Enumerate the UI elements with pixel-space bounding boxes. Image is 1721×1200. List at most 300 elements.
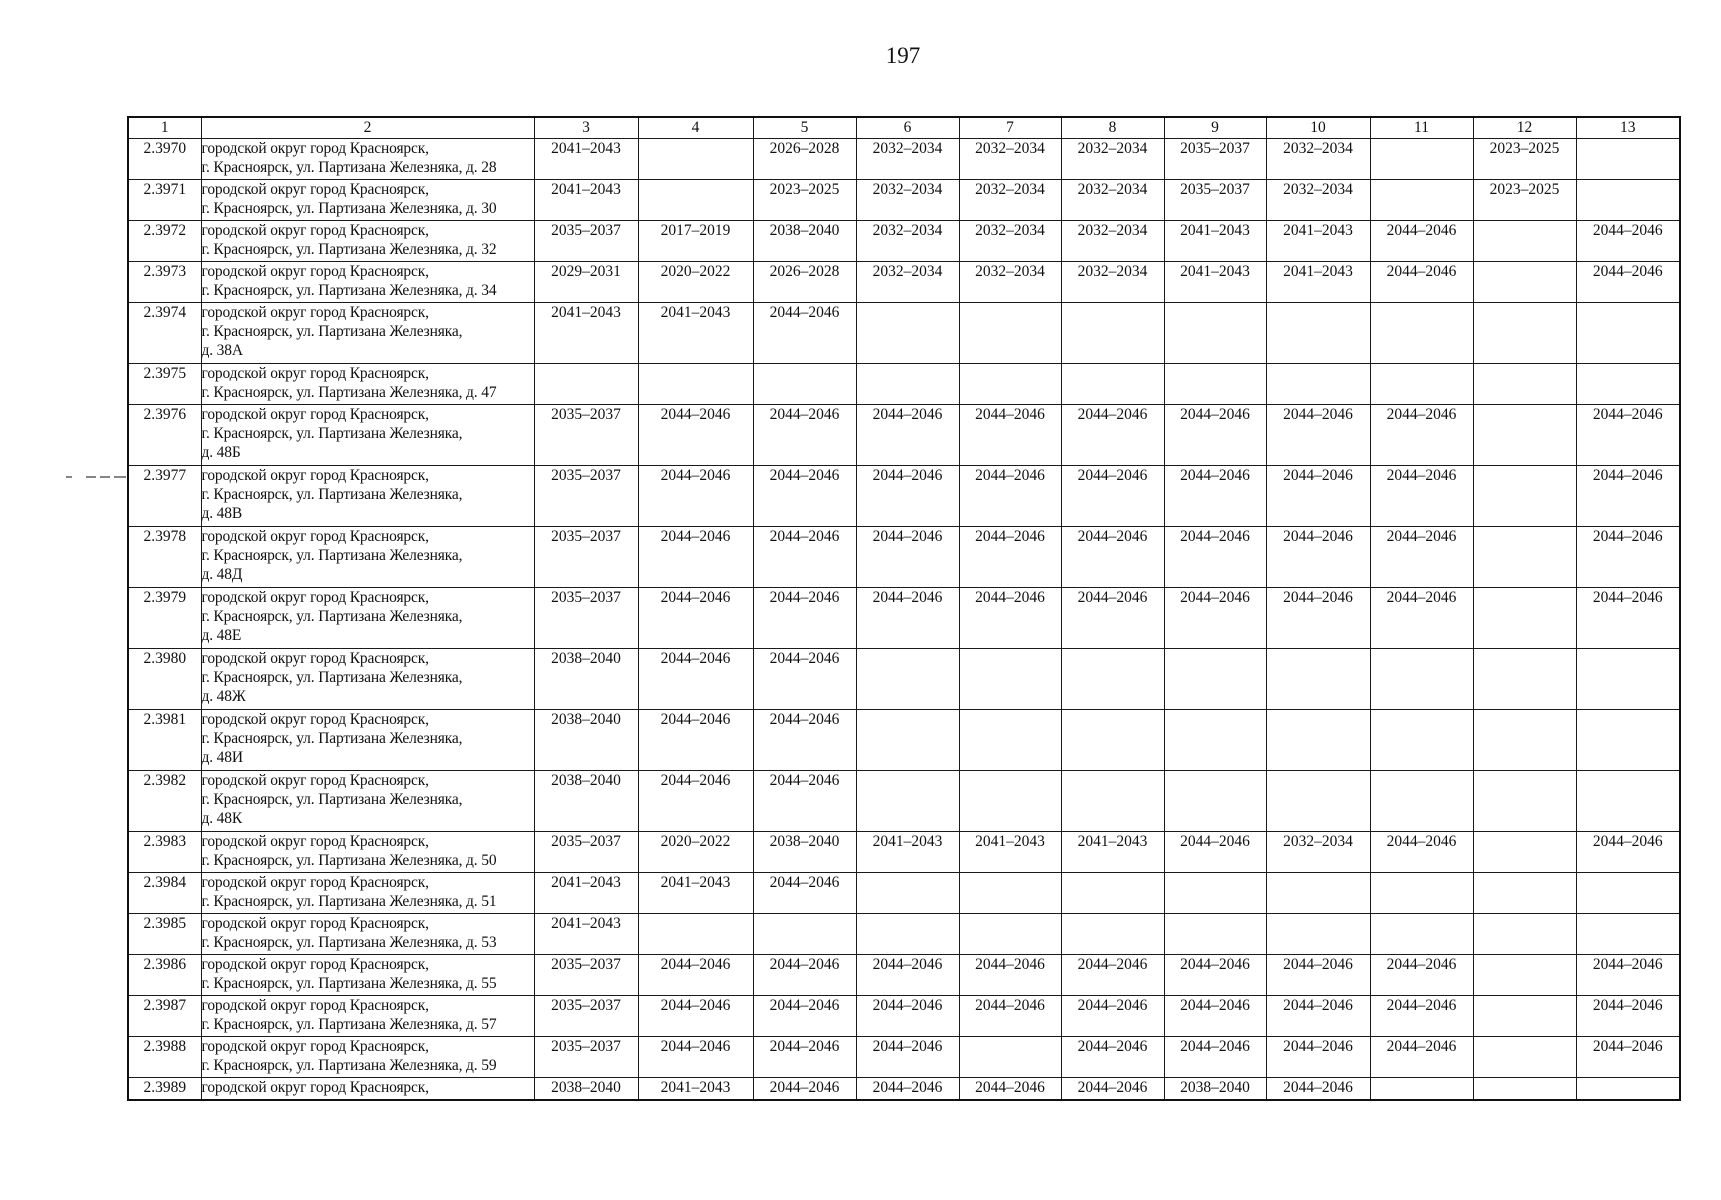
period-cell-col-8: 2044–2046: [1061, 527, 1164, 588]
period-cell-col-13: 2044–2046: [1576, 996, 1680, 1037]
period-cell-col-9: 2035–2037: [1164, 180, 1266, 221]
address-cell: [201, 303, 534, 364]
address-line: городской округ город Красноярск,: [201, 915, 429, 932]
table-row: [128, 405, 1680, 466]
period-cell-col-9: 2038–2040: [1164, 1078, 1266, 1101]
period-cell-col-3: 2035–2037: [534, 588, 638, 649]
period-cell-col-9: [1164, 710, 1266, 771]
address-line: городской округ город Красноярск,: [201, 406, 429, 423]
period-cell-col-5: 2044–2046: [753, 405, 856, 466]
table-body: [128, 139, 1680, 1101]
period-cell-col-6: 2044–2046: [856, 405, 959, 466]
period-cell-col-13: [1576, 649, 1680, 710]
period-cell-col-10: [1266, 303, 1370, 364]
period-cell-col-7: [959, 873, 1061, 914]
period-cell-col-6: 2044–2046: [856, 527, 959, 588]
row-number: 2.3983: [128, 832, 201, 873]
period-cell-col-11: 2044–2046: [1370, 466, 1473, 527]
page-number: 197: [885, 43, 921, 68]
address-line: г. Красноярск, ул. Партизана Железняка, д. 51: [201, 893, 497, 910]
row-number: 2.3970: [128, 139, 201, 180]
period-cell-col-6: 2032–2034: [856, 221, 959, 262]
address-line: г. Красноярск, ул. Партизана Железняка, д. 32: [201, 241, 497, 258]
period-cell-col-8: [1061, 710, 1164, 771]
address-line: городской округ город Красноярск,: [201, 956, 429, 973]
period-cell-col-8: [1061, 771, 1164, 832]
table-row: [128, 364, 1680, 405]
period-cell-col-3: 2035–2037: [534, 1037, 638, 1078]
table-row: [128, 771, 1680, 832]
period-cell-col-5: 2044–2046: [753, 1037, 856, 1078]
address-line: г. Красноярск, ул. Партизана Железняка,: [201, 608, 463, 625]
period-cell-col-13: 2044–2046: [1576, 832, 1680, 873]
period-cell-col-9: 2035–2037: [1164, 139, 1266, 180]
period-cell-col-7: 2041–2043: [959, 832, 1061, 873]
period-cell-col-3: 2041–2043: [534, 873, 638, 914]
row-number: 2.3972: [128, 221, 201, 262]
period-cell-col-9: 2041–2043: [1164, 221, 1266, 262]
period-cell-col-9: 2044–2046: [1164, 996, 1266, 1037]
period-cell-col-5: 2044–2046: [753, 588, 856, 649]
period-cell-col-12: [1473, 771, 1576, 832]
period-cell-col-8: [1061, 873, 1164, 914]
period-cell-col-11: 2044–2046: [1370, 405, 1473, 466]
row-number: 2.3986: [128, 955, 201, 996]
period-cell-col-12: [1473, 527, 1576, 588]
period-cell-col-7: 2032–2034: [959, 139, 1061, 180]
period-cell-col-8: 2044–2046: [1061, 955, 1164, 996]
address-line: г. Красноярск, ул. Партизана Железняка, д. 59: [201, 1057, 497, 1074]
period-cell-col-5: 2038–2040: [753, 832, 856, 873]
period-cell-col-3: 2041–2043: [534, 180, 638, 221]
period-cell-col-5: 2044–2046: [753, 466, 856, 527]
row-number: 2.3977: [128, 466, 201, 527]
period-cell-col-6: [856, 303, 959, 364]
period-cell-col-6: [856, 649, 959, 710]
address-cell: [201, 955, 534, 996]
period-cell-col-12: [1473, 832, 1576, 873]
period-cell-col-12: [1473, 405, 1576, 466]
period-cell-col-11: 2044–2046: [1370, 1037, 1473, 1078]
address-line: г. Красноярск, ул. Партизана Железняка,: [201, 323, 463, 340]
period-cell-col-4: 2041–2043: [638, 1078, 753, 1101]
period-cell-col-10: 2044–2046: [1266, 955, 1370, 996]
period-cell-col-3: 2041–2043: [534, 303, 638, 364]
address-cell: [201, 139, 534, 180]
period-cell-col-11: [1370, 1078, 1473, 1101]
period-cell-col-10: [1266, 649, 1370, 710]
period-cell-col-7: [959, 649, 1061, 710]
period-cell-col-13: [1576, 180, 1680, 221]
period-cell-col-13: 2044–2046: [1576, 466, 1680, 527]
period-cell-col-3: 2038–2040: [534, 710, 638, 771]
period-cell-col-4: 2044–2046: [638, 1037, 753, 1078]
period-cell-col-10: 2044–2046: [1266, 405, 1370, 466]
period-cell-col-5: 2044–2046: [753, 1078, 856, 1101]
address-line: д. 38А: [201, 342, 243, 359]
period-cell-col-7: 2044–2046: [959, 588, 1061, 649]
period-cell-col-13: [1576, 914, 1680, 955]
address-cell: [201, 996, 534, 1037]
period-cell-col-13: [1576, 771, 1680, 832]
address-cell: [201, 710, 534, 771]
period-cell-col-6: [856, 914, 959, 955]
period-cell-col-10: [1266, 873, 1370, 914]
period-cell-col-8: 2032–2034: [1061, 262, 1164, 303]
column-header-5: 5: [753, 117, 856, 139]
table-header: [128, 117, 1680, 139]
period-cell-col-11: 2044–2046: [1370, 527, 1473, 588]
period-cell-col-8: 2032–2034: [1061, 180, 1164, 221]
table-row: [128, 873, 1680, 914]
period-cell-col-4: 2044–2046: [638, 996, 753, 1037]
period-cell-col-12: [1473, 364, 1576, 405]
row-number: 2.3971: [128, 180, 201, 221]
period-cell-col-10: 2044–2046: [1266, 1037, 1370, 1078]
period-cell-col-8: 2044–2046: [1061, 1078, 1164, 1101]
address-cell: [201, 221, 534, 262]
period-cell-col-3: 2035–2037: [534, 405, 638, 466]
address-line: г. Красноярск, ул. Партизана Железняка,: [201, 791, 463, 808]
period-cell-col-4: 2044–2046: [638, 649, 753, 710]
period-cell-col-5: 2044–2046: [753, 303, 856, 364]
row-number: 2.3979: [128, 588, 201, 649]
address-line: г. Красноярск, ул. Партизана Железняка, д. 53: [201, 934, 497, 951]
address-cell: [201, 527, 534, 588]
period-cell-col-9: [1164, 303, 1266, 364]
table-row: [128, 649, 1680, 710]
period-cell-col-3: 2035–2037: [534, 527, 638, 588]
address-cell: [201, 364, 534, 405]
period-cell-col-7: [959, 364, 1061, 405]
period-cell-col-13: [1576, 364, 1680, 405]
address-line: городской округ город Красноярск,: [201, 304, 429, 321]
period-cell-col-8: 2044–2046: [1061, 405, 1164, 466]
period-cell-col-12: [1473, 996, 1576, 1037]
period-cell-col-11: [1370, 771, 1473, 832]
address-line: городской округ город Красноярск,: [201, 263, 429, 280]
address-cell: [201, 832, 534, 873]
period-cell-col-6: [856, 364, 959, 405]
column-header-1: 1: [128, 117, 201, 139]
row-number: 2.3981: [128, 710, 201, 771]
column-header-8: 8: [1061, 117, 1164, 139]
row-number: 2.3973: [128, 262, 201, 303]
period-cell-col-7: 2032–2034: [959, 221, 1061, 262]
period-cell-col-3: 2041–2043: [534, 139, 638, 180]
period-cell-col-4: 2041–2043: [638, 303, 753, 364]
address-line: городской округ город Красноярск,: [201, 140, 429, 157]
period-cell-col-3: 2029–2031: [534, 262, 638, 303]
row-number: 2.3976: [128, 405, 201, 466]
period-cell-col-4: 2044–2046: [638, 710, 753, 771]
table-row: [128, 303, 1680, 364]
period-cell-col-7: 2044–2046: [959, 955, 1061, 996]
table-row: [128, 262, 1680, 303]
period-cell-col-11: 2044–2046: [1370, 996, 1473, 1037]
period-cell-col-4: 2020–2022: [638, 832, 753, 873]
period-cell-col-12: [1473, 1078, 1576, 1101]
period-cell-col-8: 2044–2046: [1061, 466, 1164, 527]
address-line: городской округ город Красноярск,: [201, 222, 429, 239]
period-cell-col-9: 2044–2046: [1164, 466, 1266, 527]
period-cell-col-12: [1473, 588, 1576, 649]
table-row: [128, 139, 1680, 180]
period-cell-col-5: 2026–2028: [753, 139, 856, 180]
period-cell-col-13: [1576, 139, 1680, 180]
address-line: д. 48К: [201, 810, 243, 827]
period-cell-col-5: 2044–2046: [753, 710, 856, 771]
period-cell-col-10: [1266, 710, 1370, 771]
period-cell-col-10: 2032–2034: [1266, 832, 1370, 873]
period-cell-col-8: [1061, 364, 1164, 405]
period-cell-col-13: [1576, 710, 1680, 771]
address-cell: [201, 466, 534, 527]
period-cell-col-11: 2044–2046: [1370, 221, 1473, 262]
address-line: городской округ город Красноярск,: [201, 772, 429, 789]
period-cell-col-4: [638, 139, 753, 180]
period-cell-col-11: [1370, 180, 1473, 221]
row-number: 2.3985: [128, 914, 201, 955]
address-cell: [201, 771, 534, 832]
column-header-7: 7: [959, 117, 1061, 139]
address-line: г. Красноярск, ул. Партизана Железняка, д. 50: [201, 852, 497, 869]
address-line: городской округ город Красноярск,: [201, 528, 429, 545]
period-cell-col-9: [1164, 649, 1266, 710]
column-header-12: 12: [1473, 117, 1576, 139]
address-line: г. Красноярск, ул. Партизана Железняка, д. 55: [201, 975, 497, 992]
period-cell-col-13: 2044–2046: [1576, 1037, 1680, 1078]
table-row: [128, 527, 1680, 588]
period-cell-col-6: [856, 873, 959, 914]
row-number: 2.3978: [128, 527, 201, 588]
period-cell-col-9: 2044–2046: [1164, 588, 1266, 649]
address-line: г. Красноярск, ул. Партизана Железняка,: [201, 425, 463, 442]
row-number: 2.3984: [128, 873, 201, 914]
period-cell-col-10: [1266, 914, 1370, 955]
row-number: 2.3989: [128, 1078, 201, 1101]
period-cell-col-9: [1164, 364, 1266, 405]
period-cell-col-12: 2023–2025: [1473, 180, 1576, 221]
period-cell-col-3: 2038–2040: [534, 771, 638, 832]
period-cell-col-12: [1473, 221, 1576, 262]
period-cell-col-3: 2035–2037: [534, 221, 638, 262]
address-line: д. 48Е: [201, 627, 242, 644]
period-cell-col-6: [856, 710, 959, 771]
period-cell-col-10: 2044–2046: [1266, 996, 1370, 1037]
period-cell-col-7: 2044–2046: [959, 996, 1061, 1037]
period-cell-col-3: 2035–2037: [534, 832, 638, 873]
period-cell-col-6: 2044–2046: [856, 955, 959, 996]
address-line: г. Красноярск, ул. Партизана Железняка, д. 34: [201, 282, 497, 299]
period-cell-col-12: 2023–2025: [1473, 139, 1576, 180]
table-row: [128, 710, 1680, 771]
address-cell: [201, 1037, 534, 1078]
row-number: 2.3975: [128, 364, 201, 405]
address-line: д. 48И: [201, 749, 243, 766]
period-cell-col-9: [1164, 914, 1266, 955]
period-cell-col-12: [1473, 710, 1576, 771]
address-line: городской округ город Красноярск,: [201, 1038, 429, 1055]
period-cell-col-7: [959, 710, 1061, 771]
table-row: [128, 466, 1680, 527]
period-cell-col-8: 2032–2034: [1061, 221, 1164, 262]
period-cell-col-7: 2032–2034: [959, 262, 1061, 303]
table-row: [128, 221, 1680, 262]
period-cell-col-11: [1370, 649, 1473, 710]
period-cell-col-4: 2044–2046: [638, 466, 753, 527]
period-cell-col-6: [856, 771, 959, 832]
row-number: 2.3988: [128, 1037, 201, 1078]
address-line: г. Красноярск, ул. Партизана Железняка, д. 57: [201, 1016, 497, 1033]
table-row: [128, 832, 1680, 873]
period-cell-col-9: 2044–2046: [1164, 1037, 1266, 1078]
period-cell-col-10: [1266, 364, 1370, 405]
period-cell-col-9: 2044–2046: [1164, 405, 1266, 466]
period-cell-col-5: 2038–2040: [753, 221, 856, 262]
period-cell-col-13: 2044–2046: [1576, 588, 1680, 649]
address-line: городской округ город Красноярск,: [201, 365, 429, 382]
period-cell-col-6: 2032–2034: [856, 180, 959, 221]
period-cell-col-10: 2041–2043: [1266, 262, 1370, 303]
period-cell-col-10: 2044–2046: [1266, 588, 1370, 649]
period-cell-col-5: 2044–2046: [753, 527, 856, 588]
period-cell-col-4: 2041–2043: [638, 873, 753, 914]
address-line: городской округ город Красноярск,: [201, 1079, 429, 1096]
period-cell-col-7: 2044–2046: [959, 466, 1061, 527]
column-header-11: 11: [1370, 117, 1473, 139]
header-row: [128, 117, 1680, 139]
period-cell-col-3: 2035–2037: [534, 996, 638, 1037]
address-cell: [201, 405, 534, 466]
period-cell-col-3: 2035–2037: [534, 466, 638, 527]
address-line: д. 48Ж: [201, 688, 246, 705]
period-cell-col-4: 2044–2046: [638, 527, 753, 588]
period-cell-col-9: 2044–2046: [1164, 527, 1266, 588]
period-cell-col-4: 2044–2046: [638, 771, 753, 832]
period-cell-col-11: 2044–2046: [1370, 588, 1473, 649]
period-cell-col-9: 2044–2046: [1164, 832, 1266, 873]
period-cell-col-3: 2035–2037: [534, 955, 638, 996]
address-line: городской округ город Красноярск,: [201, 589, 429, 606]
period-cell-col-6: 2032–2034: [856, 139, 959, 180]
scan-mark: [66, 474, 126, 480]
address-line: г. Красноярск, ул. Партизана Железняка, д. 30: [201, 200, 497, 217]
period-cell-col-13: 2044–2046: [1576, 262, 1680, 303]
period-cell-col-8: [1061, 914, 1164, 955]
period-cell-col-11: 2044–2046: [1370, 955, 1473, 996]
period-cell-col-10: 2041–2043: [1266, 221, 1370, 262]
address-line: городской округ город Красноярск,: [201, 711, 429, 728]
table-row: [128, 1078, 1680, 1101]
row-number: 2.3982: [128, 771, 201, 832]
period-cell-col-11: [1370, 303, 1473, 364]
period-cell-col-9: [1164, 771, 1266, 832]
period-cell-col-5: 2044–2046: [753, 996, 856, 1037]
period-cell-col-13: 2044–2046: [1576, 221, 1680, 262]
address-line: д. 48В: [201, 505, 243, 522]
period-cell-col-13: 2044–2046: [1576, 405, 1680, 466]
period-cell-col-4: [638, 180, 753, 221]
period-cell-col-13: [1576, 1078, 1680, 1101]
column-header-6: 6: [856, 117, 959, 139]
period-cell-col-5: 2026–2028: [753, 262, 856, 303]
row-number: 2.3974: [128, 303, 201, 364]
period-cell-col-8: 2044–2046: [1061, 996, 1164, 1037]
column-header-3: 3: [534, 117, 638, 139]
address-line: городской округ город Красноярск,: [201, 181, 429, 198]
period-cell-col-11: [1370, 710, 1473, 771]
period-cell-col-13: 2044–2046: [1576, 955, 1680, 996]
period-cell-col-5: [753, 364, 856, 405]
period-cell-col-6: 2032–2034: [856, 262, 959, 303]
table-row: [128, 180, 1680, 221]
period-cell-col-12: [1473, 649, 1576, 710]
period-cell-col-12: [1473, 955, 1576, 996]
period-cell-col-12: [1473, 303, 1576, 364]
period-cell-col-4: [638, 914, 753, 955]
period-cell-col-5: 2044–2046: [753, 771, 856, 832]
address-cell: [201, 873, 534, 914]
column-header-4: 4: [638, 117, 753, 139]
period-cell-col-4: 2044–2046: [638, 955, 753, 996]
address-line: г. Красноярск, ул. Партизана Железняка, д. 28: [201, 159, 497, 176]
address-line: г. Красноярск, ул. Партизана Железняка,: [201, 486, 463, 503]
period-cell-col-8: 2044–2046: [1061, 588, 1164, 649]
period-cell-col-7: [959, 303, 1061, 364]
row-number: 2.3987: [128, 996, 201, 1037]
period-cell-col-6: 2044–2046: [856, 1037, 959, 1078]
address-line: городской округ город Красноярск,: [201, 650, 429, 667]
period-cell-col-11: 2044–2046: [1370, 262, 1473, 303]
period-cell-col-6: 2044–2046: [856, 466, 959, 527]
period-cell-col-8: 2041–2043: [1061, 832, 1164, 873]
period-cell-col-12: [1473, 262, 1576, 303]
address-cell: [201, 262, 534, 303]
period-cell-col-6: 2044–2046: [856, 996, 959, 1037]
period-cell-col-3: [534, 364, 638, 405]
address-cell: [201, 1078, 534, 1101]
period-cell-col-10: [1266, 771, 1370, 832]
period-cell-col-10: 2032–2034: [1266, 180, 1370, 221]
period-cell-col-4: 2020–2022: [638, 262, 753, 303]
address-cell: [201, 180, 534, 221]
address-cell: [201, 914, 534, 955]
period-cell-col-11: 2044–2046: [1370, 832, 1473, 873]
period-cell-col-5: 2023–2025: [753, 180, 856, 221]
period-cell-col-10: 2044–2046: [1266, 527, 1370, 588]
address-line: д. 48Д: [201, 566, 243, 583]
column-header-9: 9: [1164, 117, 1266, 139]
address-line: городской округ город Красноярск,: [201, 874, 429, 891]
address-cell: [201, 588, 534, 649]
period-cell-col-10: 2044–2046: [1266, 1078, 1370, 1101]
period-cell-col-10: 2032–2034: [1266, 139, 1370, 180]
period-cell-col-7: 2032–2034: [959, 180, 1061, 221]
period-cell-col-11: [1370, 139, 1473, 180]
period-cell-col-5: 2044–2046: [753, 873, 856, 914]
address-line: г. Красноярск, ул. Партизана Железняка, д. 47: [201, 384, 497, 401]
address-cell: [201, 649, 534, 710]
period-cell-col-7: [959, 771, 1061, 832]
period-cell-col-13: 2044–2046: [1576, 527, 1680, 588]
period-cell-col-11: [1370, 364, 1473, 405]
period-cell-col-6: 2041–2043: [856, 832, 959, 873]
period-cell-col-4: 2044–2046: [638, 588, 753, 649]
period-cell-col-6: 2044–2046: [856, 1078, 959, 1101]
period-cell-col-4: 2044–2046: [638, 405, 753, 466]
period-cell-col-7: [959, 914, 1061, 955]
